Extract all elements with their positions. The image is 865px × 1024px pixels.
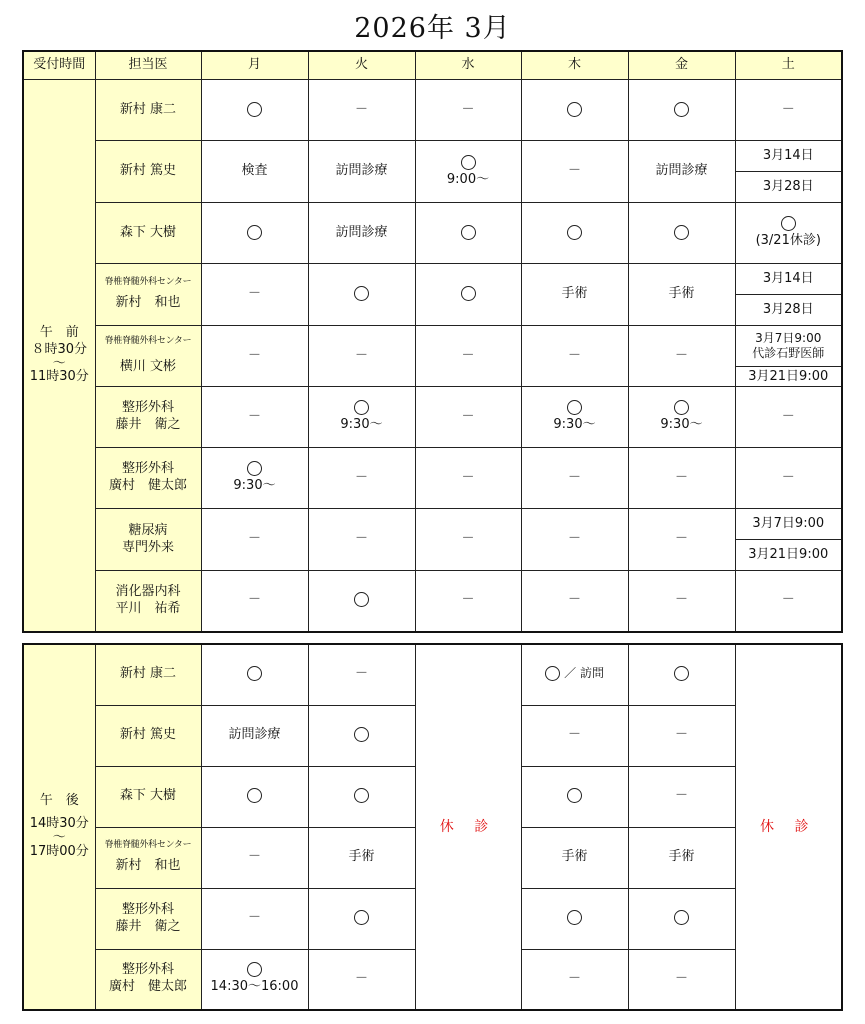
slot-thu [521, 203, 628, 264]
slot-tue: 訪問診療 [308, 141, 415, 203]
slot-thu [521, 888, 628, 949]
slot-thu: － [521, 571, 628, 632]
sat-date: 3月14日 [762, 148, 814, 163]
available-circle-icon [567, 102, 582, 117]
doctor-name: 平川 祐希 [115, 600, 181, 616]
slot-thu: － [521, 509, 628, 571]
dept-label: 消化器内科 [115, 583, 181, 599]
available-circle-icon [354, 592, 369, 607]
available-circle-icon [247, 666, 262, 681]
slot-fri: － [628, 509, 735, 571]
doctor-cell [95, 387, 201, 448]
slot-tue [308, 387, 415, 448]
available-circle-icon [354, 910, 369, 925]
doctor-cell: 新村 康二 [95, 644, 201, 705]
table-row [23, 387, 842, 448]
slot-time: 14:30〜16:00 [210, 979, 299, 995]
slot-fri: 訪問診療 [628, 141, 735, 203]
slot-time: 9:00〜 [446, 171, 490, 187]
header-wed: 水 [415, 51, 521, 80]
slot-mon [201, 766, 308, 827]
doctor-name: 藤井 衛之 [115, 918, 181, 934]
slot-mon [201, 80, 308, 141]
doctor-cell [95, 827, 201, 888]
dept-label: 整形外科 [121, 901, 174, 917]
slot-tue: － [308, 448, 415, 509]
visit-label: ／ 訪問 [564, 666, 604, 681]
slot-mon: 検査 [201, 141, 308, 203]
slot-mon: － [201, 827, 308, 888]
slot-mon: － [201, 326, 308, 387]
slot-tue: － [308, 326, 415, 387]
slot-mon [201, 949, 308, 1010]
page-title: 2026年 3月 [354, 13, 511, 44]
available-circle-icon [461, 225, 476, 240]
closed-label: 休 診 [760, 818, 817, 835]
doctor-cell: 森下 大樹 [95, 203, 201, 264]
doctor-name: 新村 和也 [115, 857, 181, 873]
afternoon-time-end: 17時00分 [29, 843, 89, 859]
available-circle-icon [567, 788, 582, 803]
available-circle-icon [567, 910, 582, 925]
available-circle-icon [247, 788, 262, 803]
doctor-cell [95, 448, 201, 509]
slot-thu: － [521, 141, 628, 203]
slot-mon: － [201, 264, 308, 326]
dept-label: 整形外科 [121, 400, 174, 416]
afternoon-time-start: 14時30分 [29, 816, 89, 832]
dept-label: 脊椎脊髄外科センター [104, 840, 192, 851]
slot-time: 9:30〜 [660, 417, 703, 432]
table-row [23, 326, 842, 387]
slot-wed: － [415, 509, 521, 571]
header-reception: 受付時間 [23, 51, 95, 80]
slot-mon: － [201, 509, 308, 571]
table-row [23, 203, 842, 264]
doctor-name: 専門外来 [121, 539, 174, 555]
slot-thu [521, 766, 628, 827]
slot-tue [308, 571, 415, 632]
doctor-cell: 新村 篤史 [95, 141, 201, 203]
slot-fri: 手術 [628, 827, 735, 888]
table-row [23, 264, 842, 326]
doctor-cell [95, 264, 201, 326]
slot-thu [521, 387, 628, 448]
slot-wed: － [415, 387, 521, 448]
slot-tue [308, 888, 415, 949]
sat-date: 3月21日9:00 [736, 366, 842, 386]
table-row [23, 644, 842, 705]
sat-date: 3月28日 [736, 294, 842, 325]
doctor-cell [95, 326, 201, 387]
morning-time-start: ８時30分 [31, 341, 88, 357]
closed-label: 休 診 [439, 818, 497, 835]
available-circle-icon [461, 155, 476, 170]
slot-mon: － [201, 888, 308, 949]
doctor-name: 藤井 衛之 [115, 417, 181, 432]
slot-time: 9:30〜 [553, 417, 596, 432]
slot-mon: 訪問診療 [201, 705, 308, 766]
slot-thu: － [521, 705, 628, 766]
slot-fri: － [628, 705, 735, 766]
doctor-cell [95, 509, 201, 571]
slot-sat: － [735, 80, 842, 141]
morning-time-cell [23, 80, 95, 632]
slot-wed: － [415, 80, 521, 141]
slot-tue: － [308, 644, 415, 705]
slot-fri: － [628, 448, 735, 509]
morning-time-end: 11時30分 [29, 368, 89, 384]
slot-thu: 手術 [521, 264, 628, 326]
header-thu: 木 [521, 51, 628, 80]
slot-thu: － [521, 326, 628, 387]
slot-mon: － [201, 387, 308, 448]
sat-date: 3月28日 [736, 171, 842, 202]
slot-tue [308, 264, 415, 326]
available-circle-icon [567, 400, 582, 415]
doctor-cell [95, 571, 201, 632]
afternoon-time-sep: 〜 [52, 830, 66, 846]
slot-tue [308, 766, 415, 827]
slot-thu: － [521, 448, 628, 509]
available-circle-icon [781, 216, 796, 231]
slot-fri: － [628, 326, 735, 387]
slot-sat [735, 326, 842, 387]
slot-fri [628, 80, 735, 141]
available-circle-icon [674, 225, 689, 240]
available-circle-icon [247, 962, 262, 977]
dept-label: 脊椎脊髄外科センター [104, 277, 192, 288]
available-circle-icon [354, 788, 369, 803]
header-tue: 火 [308, 51, 415, 80]
table-row [23, 571, 842, 632]
slot-fri [628, 888, 735, 949]
slot-wed [415, 203, 521, 264]
morning-label: 午 前 [39, 324, 79, 340]
doctor-cell [95, 888, 201, 949]
morning-time-sep: 〜 [52, 355, 66, 371]
slot-tue: － [308, 509, 415, 571]
header-sat: 土 [735, 51, 842, 80]
doctor-name: 新村 和也 [115, 294, 181, 310]
slot-fri [628, 203, 735, 264]
slot-time: 9:30〜 [233, 478, 276, 493]
slot-wed [415, 264, 521, 326]
header-mon: 月 [201, 51, 308, 80]
header-fri: 金 [628, 51, 735, 80]
available-circle-icon [247, 102, 262, 117]
morning-schedule-table [22, 50, 843, 633]
slot-wed: － [415, 571, 521, 632]
slot-sat: － [735, 448, 842, 509]
available-circle-icon [247, 225, 262, 240]
doctor-cell [95, 949, 201, 1010]
slot-mon [201, 448, 308, 509]
available-circle-icon [545, 666, 560, 681]
afternoon-time-cell [23, 644, 95, 1010]
available-circle-icon [461, 286, 476, 301]
slot-sat: － [735, 387, 842, 448]
slot-tue [308, 705, 415, 766]
slot-wed-closed [415, 644, 521, 1010]
available-circle-icon [674, 400, 689, 415]
dept-label: 脊椎脊髄外科センター [104, 335, 192, 346]
slot-tue: 訪問診療 [308, 203, 415, 264]
sat-note: (3/21休診) [755, 233, 821, 248]
slot-sat-closed [735, 644, 842, 1010]
sat-date: 3月7日9:00 [752, 516, 825, 531]
slot-sat: － [735, 571, 842, 632]
dept-label: 整形外科 [121, 461, 174, 477]
slot-fri [628, 644, 735, 705]
doctor-cell: 新村 康二 [95, 80, 201, 141]
slot-tue: 手術 [308, 827, 415, 888]
doctor-name: 廣村 健太郎 [108, 478, 187, 493]
available-circle-icon [674, 102, 689, 117]
available-circle-icon [247, 461, 262, 476]
sat-substitute: 代診石野医師 [752, 346, 825, 360]
slot-thu [521, 80, 628, 141]
sat-date: 3月21日9:00 [736, 539, 842, 570]
slot-sat [735, 509, 842, 571]
dept-label: 整形外科 [121, 962, 174, 978]
available-circle-icon [674, 910, 689, 925]
slot-fri: － [628, 571, 735, 632]
available-circle-icon [354, 400, 369, 415]
slot-mon [201, 203, 308, 264]
available-circle-icon [674, 666, 689, 681]
slot-fri [628, 387, 735, 448]
slot-wed [415, 141, 521, 203]
table-row [23, 80, 842, 141]
table-row [23, 448, 842, 509]
slot-sat [735, 141, 842, 203]
slot-time: 9:30〜 [340, 417, 383, 432]
slot-tue: － [308, 949, 415, 1010]
header-doctor: 担当医 [95, 51, 201, 80]
slot-sat [735, 264, 842, 326]
slot-fri: － [628, 949, 735, 1010]
sat-date: 3月7日9:00 [755, 331, 822, 345]
table-row [23, 141, 842, 203]
slot-thu: － [521, 949, 628, 1010]
doctor-cell: 新村 篤史 [95, 705, 201, 766]
doctor-name: 廣村 健太郎 [108, 979, 187, 995]
slot-tue: － [308, 80, 415, 141]
available-circle-icon [567, 225, 582, 240]
sat-date: 3月14日 [762, 271, 814, 286]
available-circle-icon [354, 727, 369, 742]
afternoon-label: 午 後 [39, 793, 79, 809]
doctor-name: 横川 文彬 [119, 359, 177, 375]
slot-mon: － [201, 571, 308, 632]
slot-thu [521, 644, 628, 705]
dept-label: 糖尿病 [128, 522, 168, 538]
slot-mon [201, 644, 308, 705]
doctor-cell: 森下 大樹 [95, 766, 201, 827]
available-circle-icon [354, 286, 369, 301]
slot-fri: － [628, 766, 735, 827]
slot-thu: 手術 [521, 827, 628, 888]
slot-fri: 手術 [628, 264, 735, 326]
table-row [23, 509, 842, 571]
slot-wed: － [415, 448, 521, 509]
slot-wed: － [415, 326, 521, 387]
afternoon-schedule-table [22, 643, 843, 1011]
slot-sat [735, 203, 842, 264]
header-row [23, 51, 842, 80]
